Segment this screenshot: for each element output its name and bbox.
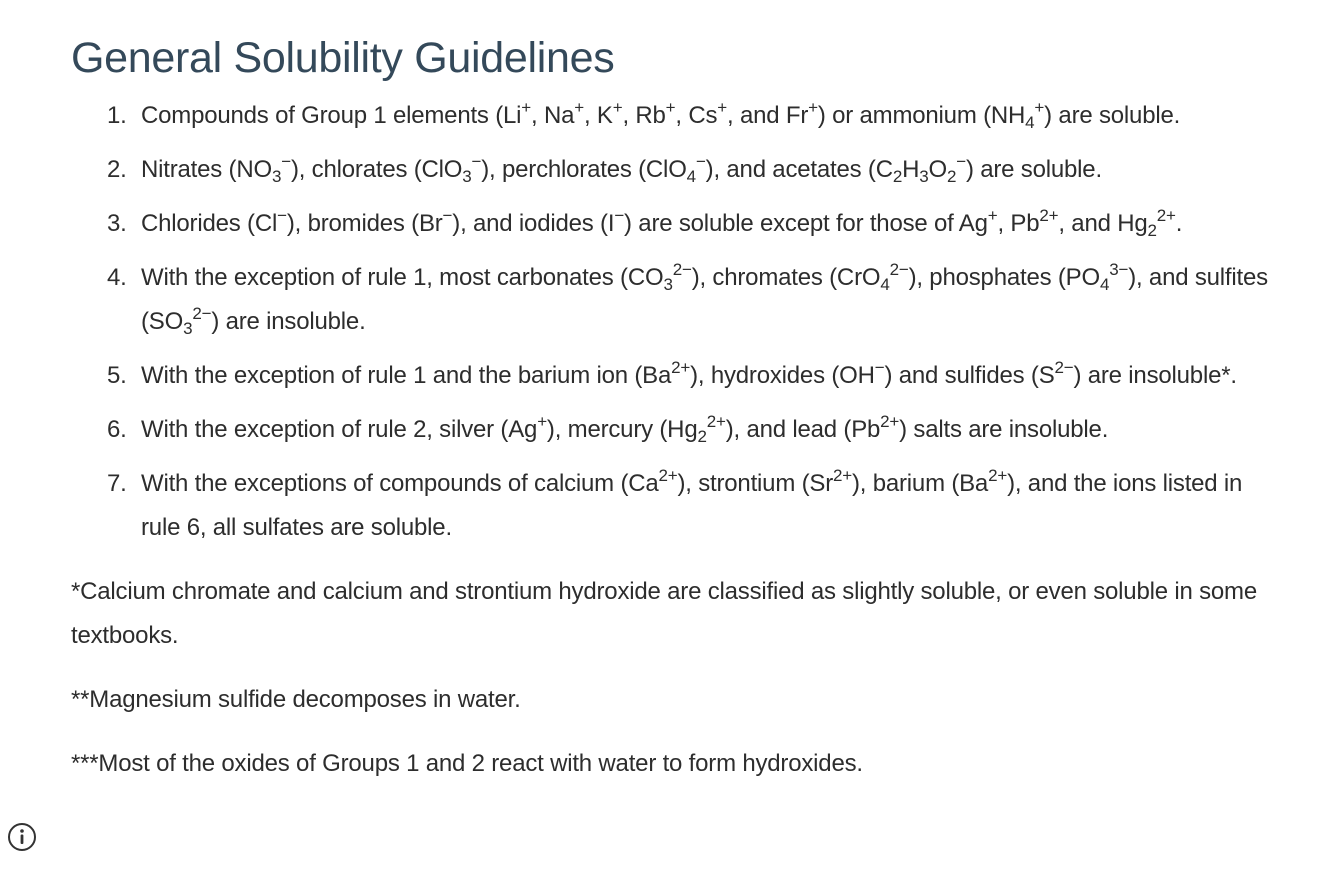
info-icon[interactable] [7,822,37,852]
footnote-oxides: ***Most of the oxides of Groups 1 and 2 react with water to form hydroxides. [71,750,863,777]
list-item-text: With the exceptions of compounds of calcium $(Ca^{2+})$, strontium $(Sr^{2+})$, barium $(Ba^{2+})$, and the ions listed in rule 6, all sulfates are soluble. [141,466,1243,541]
list-item-text: With the exception of rule 1 and the barium ion $(Ba^{2+})$, hydroxides (OH−) and sulfides $(S^{2-})$ are insoluble*. [141,358,1237,389]
list-item-text: With the exception of rule 1, most carbonates $(CO_3^{2-})$, chromates (CrO$_4^{2-}$), phosphates $(PO_4^{3-})$, and sulfites $(SO_3^{2-})$ are insoluble. [141,260,1268,338]
list-item-number: 4. [107,264,127,291]
list-item [71,256,1271,344]
rules-list [71,94,1271,550]
list-item-number: 2. [107,156,127,183]
document-body [71,30,1271,786]
list-item-number: 3. [107,210,127,237]
page-title: General Solubility Guidelines [71,34,615,82]
list-item-number: 1. [107,102,127,129]
list-item [71,462,1271,550]
list-item [71,408,1271,452]
list-item-text: With the exception of rule 2, silver (Ag+), mercury $(Hg_2^{2+})$, and lead $(Pb^{2+})$ salts are insoluble. [141,412,1109,446]
list-item [71,202,1271,246]
list-item-number: 5. [107,362,127,389]
list-item-number: 6. [107,416,127,443]
list-item-number: 7. [107,470,127,497]
list-item-text: Chlorides (Cl−), bromides (Br−), and iodides (I−) are soluble except for those of Ag+, $Pb^{2+}$, and $Hg_2^{2+}$. [141,206,1183,240]
list-item [71,354,1271,398]
footnote-slightly-soluble: *Calcium chromate and calcium and strontium hydroxide are classified as slightly soluble, or even soluble in some textbooks. [71,578,1257,649]
list-item [71,94,1271,138]
list-item-text: Nitrates $(NO_3^-)$, chlorates (ClO$_3$−), perchlorates (ClO$_4$−), and acetates $(C_2H_3O_2^-)$ are soluble. [141,152,1102,186]
footnote-magnesium-sulfide: **Magnesium sulfide decomposes in water. [71,686,521,713]
list-item [71,148,1271,192]
list-item-text: Compounds of Group 1 elements (Li+, Na+, K+, Rb+, Cs+, and Fr+) or ammonium $(NH_4^+)$ are soluble. [141,98,1181,132]
